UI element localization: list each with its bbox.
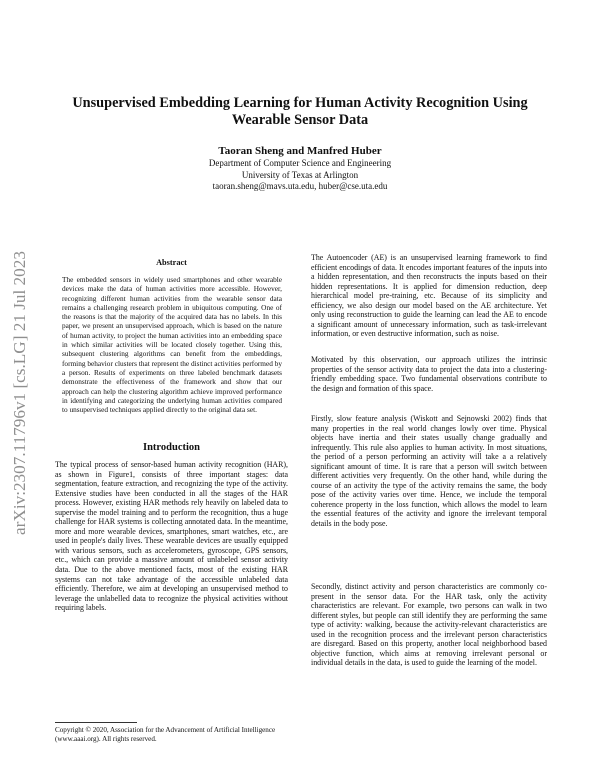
abstract-body xyxy=(62,275,282,414)
paragraph-text: Firstly, slow feature analysis (Wiskott and Sejnowski 2002) finds that many properties in the real world changes lowly over time. Physical objects have inertia and their states usually change gradually and infrequently. This rule also applies to human activity. In most situations, the period of a person performing an activity will take a a relatively significant amount of time. It is rare that a person will switch between different activities very frequently. On the other hand, while during the course of an activity the type of the activity remains the same, the body pose of the activity varies over time. Hence, we include the temporal coherence property in the loss function, which allows the model to learn the essential features of the activity and ignore the irrelevant temporal details in the body pose. xyxy=(311,414,547,529)
affiliation-block xyxy=(60,158,540,193)
university: University of Texas at Arlington xyxy=(241,169,359,180)
footnote-divider xyxy=(55,722,137,723)
introduction-heading: Introduction xyxy=(143,442,200,453)
right-column-paragraph-1 xyxy=(311,253,547,339)
paragraph-text: Secondly, distinct activity and person characteristics are commonly co-present in the sensor data. For the HAR task, only the activity characteristics are relevant. For example, two persons can walk in two different styles, but people can still identify they are performing the same type of activity: walking, because the activity-relevant characteristics are used in the recognition process and the irrelevant person characteristics are disregard. Based on this property, another local neighborhood based objective function, which aims at removing irrelevant personal or individual details in the data, is used to guide the learning of the model. xyxy=(311,582,547,668)
arxiv-id-text: arXiv:2307.11796v1 [cs.LG] 21 Jul 2023 xyxy=(10,250,30,535)
introduction-body xyxy=(55,460,288,613)
abstract-paragraph: The embedded sensors in widely used smartphones and other wearable devices make the data of human activities more accessible. However, recognizing different human activities from the wearable sensor data remains a challenging research problem in ubiquitous computing. One of the reasons is that the majority of the acquired data has no labels. In this paper, we present an unsupervised approach, which is based on the nature of human activity, to project the human activities into an embedding space in which similar activities will be located closely together. Using this, subsequent clustering algorithms can benefit from the embeddings, forming behavior clusters that represent the distinct activities performed by a person. Results of experiments on three labeled benchmark datasets demonstrate the effectiveness of the framework and show that our approach can help the clustering algorithm achieve improved performance in identifying and categorizing the underlying human activities compared to unsupervised techniques applied directly to the original data set. xyxy=(62,275,282,415)
introduction-paragraph: The typical process of sensor-based human activity recognition (HAR), as shown in Figure1, consists of three important stages: data segmentation, feature extraction, and recognizing the type of the activity. Extensive studies have been conducted in all the stages of the HAR process. However, existing HAR methods rely heavily on labeled data to supervise the model training and to perform the recognition, thus a huge challenge for HAR systems is collecting annotated data. In the meantime, more and more wearable devices, smartphones, smart watches, etc., are used in people's daily lives. These wearable devices are usually equipped with various sensors, such as accelerometers, gyroscope, GPS sensors, etc., which can provide a massive amount of unlabeled sensor activity data. Due to the above mentioned facts, most of the existing HAR systems can not take advantage of the accessible unlabeled data efficiently. Therefore, we aim at developing an unsupervised method to leverage the unlabelled data to recognize the physical activities without requiring labels. xyxy=(55,460,288,613)
title-line-1: Unsupervised Embedding Learning for Human Activity Recognition Using xyxy=(72,95,528,111)
author-emails: taoran.sheng@mavs.uta.edu, huber@cse.uta.edu xyxy=(212,181,388,191)
paper-title xyxy=(60,95,540,129)
department: Department of Computer Science and Engineering xyxy=(208,158,392,168)
title-line-2: Wearable Sensor Data xyxy=(231,112,369,128)
abstract-heading: Abstract xyxy=(156,258,187,267)
arxiv-identifier xyxy=(3,195,37,590)
right-column-paragraph-4 xyxy=(311,582,547,668)
paragraph-text: The Autoencoder (AE) is an unsupervised learning framework to find efficient encodings of data. It encodes important features of the inputs into a hidden representation, and then reconstructs the inputs based on their hidden representations. It is applied for dimension reduction, deep hierarchical model pre-training, etc. Because of its simplicity and efficiency, we also design our model based on the AE architecture. Yet only using reconstruction to guide the learning can lead the AE to encode a significant amount of unnecessary information, such as task-irrelevant information, or even destructive information, such as noise. xyxy=(311,253,547,339)
right-column-paragraph-3 xyxy=(311,414,547,529)
paragraph-text: Motivated by this observation, our approach utilizes the intrinsic properties of the sensor activity data to project the data into a clustering-friendly embedding space. Two fundamental observations contribute to the design and formation of this space. xyxy=(311,355,547,393)
author-names: Taoran Sheng and Manfred Huber xyxy=(218,145,382,157)
right-column-paragraph-2 xyxy=(311,355,547,393)
copyright-notice: Copyright © 2020, Association for the Advancement of Artificial Intelligence (www.aaai.org). All rights reserved. xyxy=(55,726,276,744)
